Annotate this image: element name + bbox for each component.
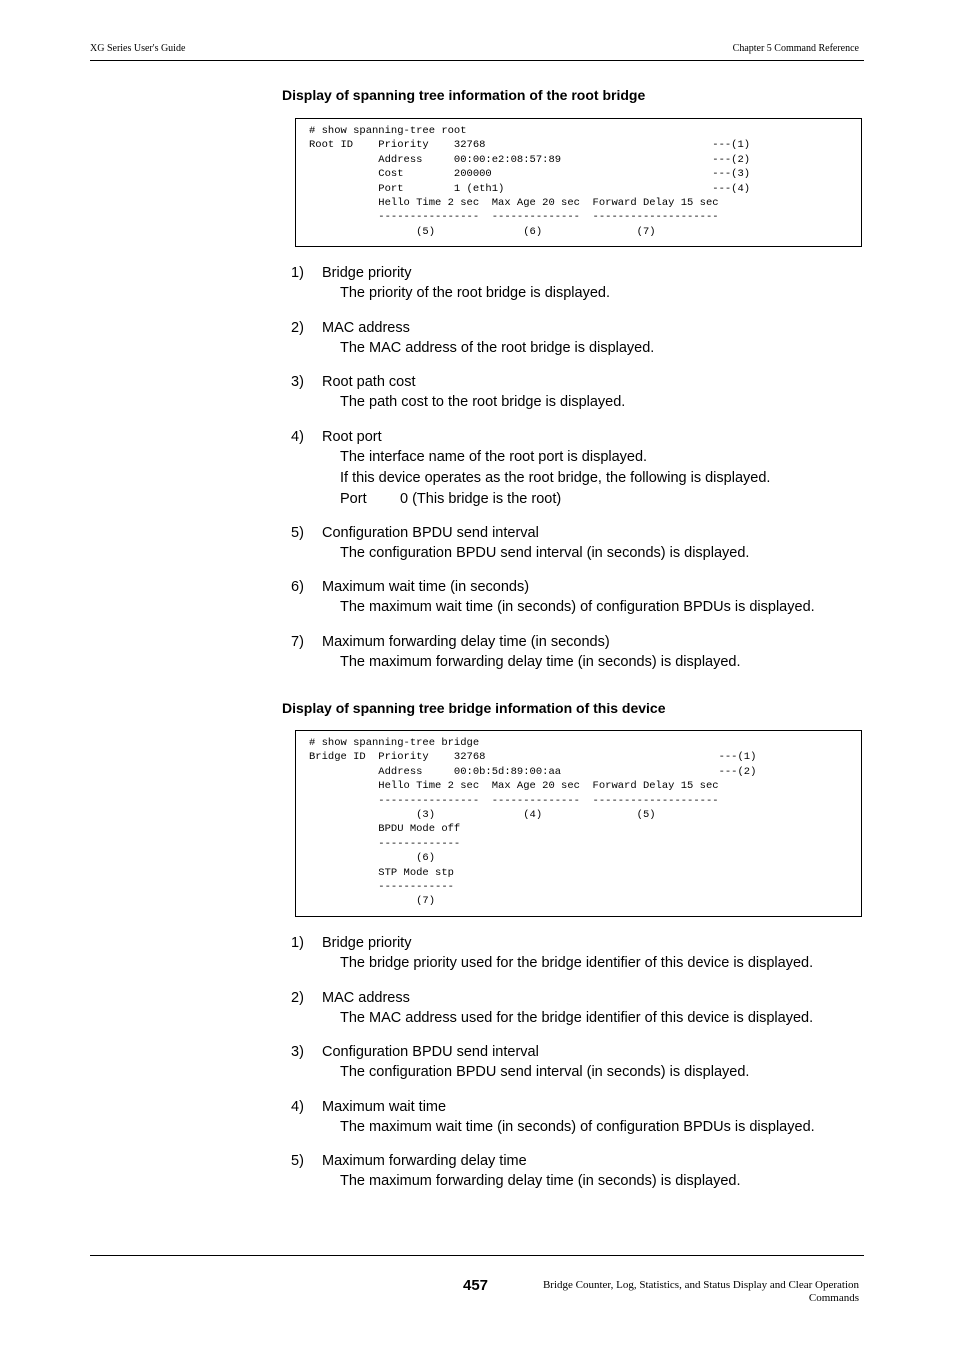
item-number: 3) <box>291 374 304 390</box>
list-item <box>291 263 610 303</box>
code-block-root-bridge <box>295 118 862 247</box>
item-number: 4) <box>291 1099 304 1115</box>
item-number: 5) <box>291 525 304 541</box>
item-description: The maximum forwarding delay time (in seconds) is displayed. <box>340 1173 741 1189</box>
item-number: 7) <box>291 634 304 650</box>
list-item <box>291 988 813 1028</box>
item-description: The configuration BPDU send interval (in seconds) is displayed. <box>340 1064 750 1080</box>
item-description: The path cost to the root bridge is displayed. <box>340 394 626 410</box>
item-description: The bridge priority used for the bridge identifier of this device is displayed. <box>340 955 814 971</box>
item-description: The configuration BPDU send interval (in seconds) is displayed. <box>340 545 750 561</box>
code-text: # show spanning-tree bridge Bridge ID Priority 32768 ---(1) Address 00:0b:5d:89:00:aa ---(2) Hello Time 2 sec Max Age 20 sec Forward Delay 15 sec ---------------- -------------- -------------------- (3) (4) (5) BPDU Mode off ------------- (6) STP Mode stp ------------ (7) <box>309 737 757 908</box>
list-item <box>291 1042 749 1082</box>
list-item <box>291 372 625 412</box>
item-title: Maximum wait time <box>322 1099 447 1115</box>
footer-line: Bridge Counter, Log, Statistics, and Status Display and Clear Operation <box>542 1279 859 1291</box>
list-item <box>291 1097 815 1137</box>
item-title: Maximum wait time (in seconds) <box>322 579 530 595</box>
item-number: 5) <box>291 1153 304 1169</box>
footer-line: Commands <box>808 1292 859 1304</box>
item-title: Bridge priority <box>322 265 412 281</box>
item-number: 3) <box>291 1044 304 1060</box>
list-item <box>291 318 654 358</box>
item-title: Root port <box>322 429 382 445</box>
item-number: 1) <box>291 265 304 281</box>
item-description: The maximum wait time (in seconds) of configuration BPDUs is displayed. <box>340 1119 815 1135</box>
header-rule <box>90 60 864 61</box>
item-description: The interface name of the root port is displayed. <box>340 449 648 465</box>
footer-rule <box>90 1255 864 1256</box>
item-title: Bridge priority <box>322 935 412 951</box>
item-title: Configuration BPDU send interval <box>322 525 539 541</box>
item-number: 4) <box>291 429 304 445</box>
page-number: 457 <box>463 1277 489 1294</box>
list-item <box>291 523 749 563</box>
item-title: MAC address <box>322 990 410 1006</box>
code-block-device-bridge <box>295 730 862 917</box>
item-description: If this device operates as the root bridge, the following is displayed. <box>340 470 771 486</box>
code-text: # show spanning-tree root Root ID Priority 32768 ---(1) Address 00:00:e2:08:57:89 ---(2) Cost 200000 ---(3) Port 1 (eth1) ---(4) Hello Time 2 sec Max Age 20 sec Forward Delay 15 sec ---------------- -------------- -------------------- (5) (6) (7) <box>309 125 751 238</box>
item-number: 2) <box>291 990 304 1006</box>
list-item <box>291 933 813 973</box>
list-item <box>291 577 815 617</box>
port-label: Port <box>340 491 367 507</box>
list-item <box>291 632 741 672</box>
list-item <box>291 1151 741 1191</box>
running-header-right: Chapter 5 Command Reference <box>732 43 859 54</box>
running-footer <box>543 1279 859 1305</box>
running-header-left: XG Series User's Guide <box>90 43 186 54</box>
item-description: The maximum forwarding delay time (in seconds) is displayed. <box>340 654 741 670</box>
root-port-example <box>291 489 770 509</box>
item-title: Maximum forwarding delay time <box>322 1153 527 1169</box>
port-value: 0 (This bridge is the root) <box>400 491 562 507</box>
item-description: The maximum wait time (in seconds) of configuration BPDUs is displayed. <box>340 599 815 615</box>
list-item <box>291 427 770 509</box>
item-title: MAC address <box>322 320 410 336</box>
section-title-device-bridge: Display of spanning tree bridge information of this device <box>282 700 666 716</box>
section-title-root-bridge: Display of spanning tree information of the root bridge <box>282 87 646 103</box>
item-number: 6) <box>291 579 304 595</box>
item-description: The MAC address used for the bridge identifier of this device is displayed. <box>340 1010 814 1026</box>
item-description: The priority of the root bridge is displayed. <box>340 285 610 301</box>
item-number: 1) <box>291 935 304 951</box>
item-description: The MAC address of the root bridge is displayed. <box>340 340 655 356</box>
item-title: Root path cost <box>322 374 416 390</box>
item-number: 2) <box>291 320 304 336</box>
item-title: Maximum forwarding delay time (in seconds) <box>322 634 610 650</box>
item-title: Configuration BPDU send interval <box>322 1044 539 1060</box>
